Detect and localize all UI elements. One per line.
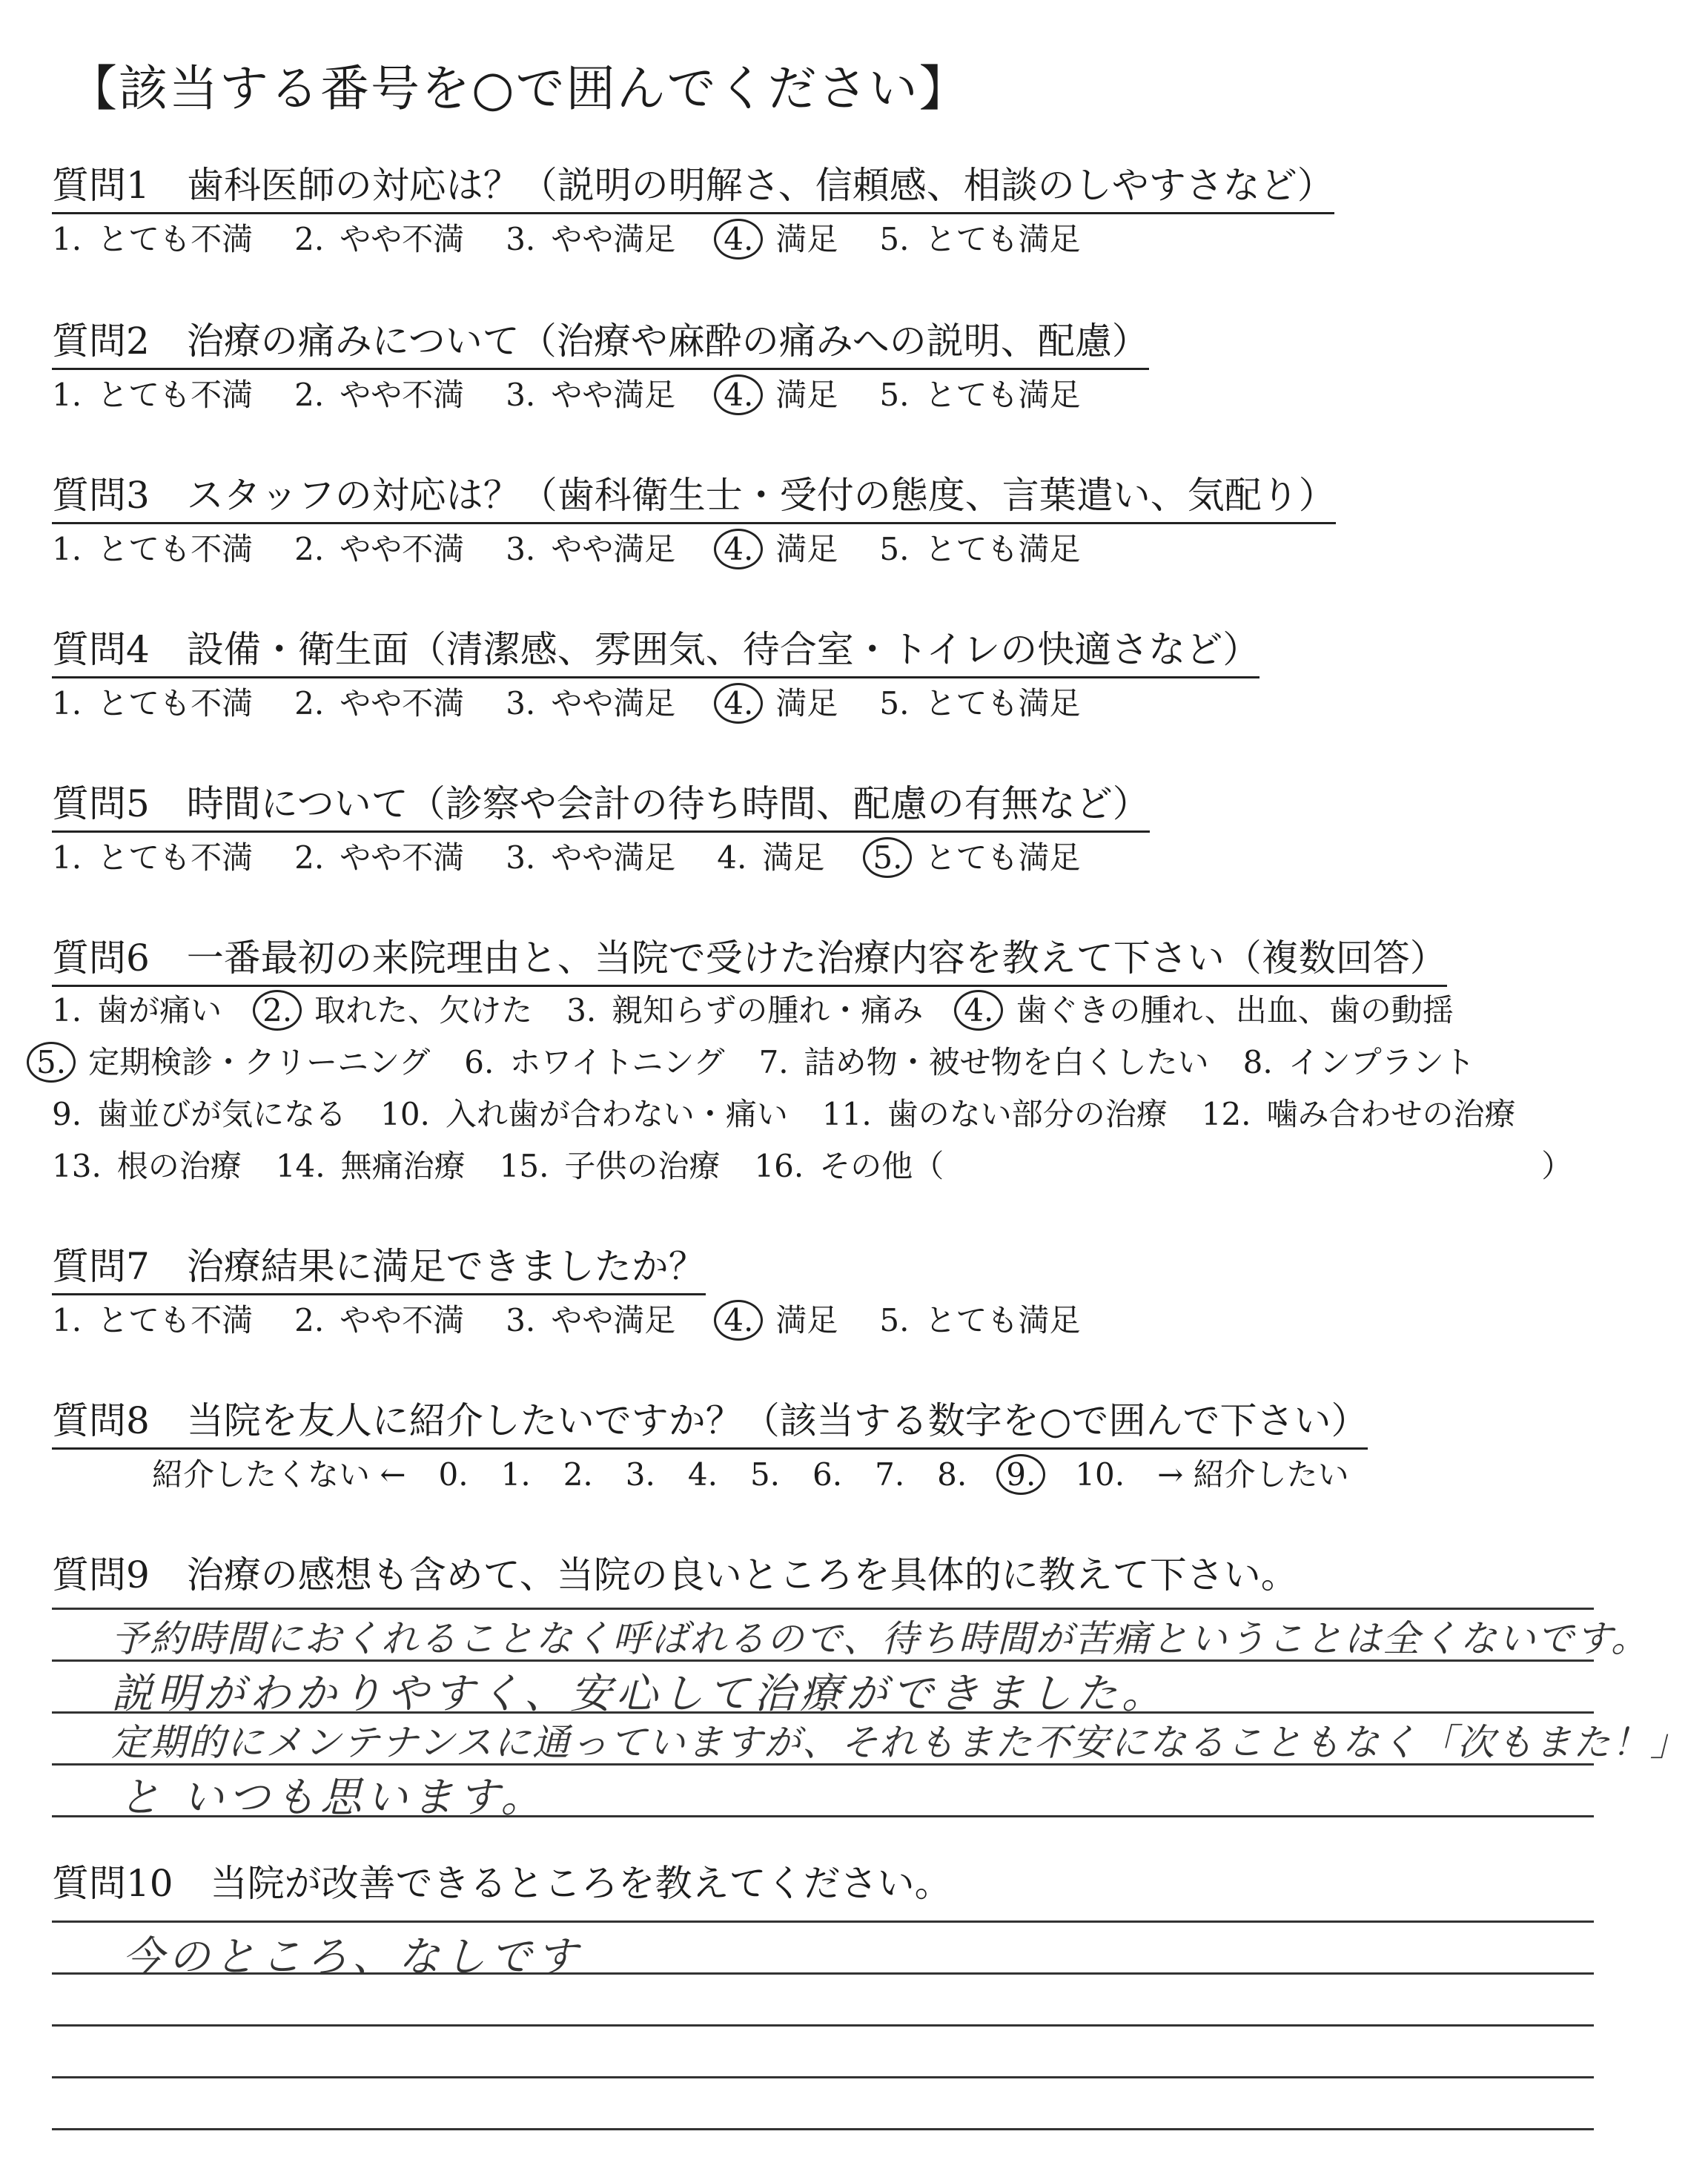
q2-options (52, 371, 1122, 415)
q6-row3-option-3-label: 歯のない部分の治療 (871, 1096, 1168, 1132)
q7-option-2-number: 2. (294, 1302, 325, 1338)
q6-row3-option-3-number: 11. (821, 1096, 872, 1132)
q8-number-0-text: 0. (438, 1456, 469, 1493)
q6-row4-option-4[interactable] (754, 1142, 944, 1186)
q8-number-10-text: 10. (1075, 1456, 1125, 1493)
q1-option-1-number: 1. (52, 221, 82, 257)
q10-answer-line-1: 今のところ、なしです (122, 1933, 582, 1981)
q1-option-3[interactable] (506, 215, 675, 260)
q6-row3-option-2[interactable] (380, 1090, 788, 1135)
q5-option-2[interactable] (294, 833, 464, 878)
q7-option-5-label: とても満足 (909, 1302, 1081, 1338)
q7-options (52, 1296, 1122, 1341)
q6-row1-option-2[interactable] (256, 986, 532, 1031)
q6-row1-option-1-number: 1. (52, 992, 82, 1028)
q2-title: 質問2 治療の痛みについて（治療や麻酔の痛みへの説明、配慮） (52, 311, 1149, 370)
q9-answer-line-3: 定期的にメンテナンスに通っていますが、それもまた不安になることもなく「次もまた！」 (111, 1721, 1689, 1764)
q7-option-3-label: やや満足 (535, 1302, 676, 1338)
q6-row4-option-1-label: 根の治療 (101, 1148, 242, 1184)
q4-option-5-label: とても満足 (909, 685, 1081, 721)
q8-number-0[interactable] (439, 1456, 469, 1493)
q6-row1-option-3-number: 3. (566, 992, 597, 1028)
q8-number-2-text: 2. (563, 1456, 593, 1493)
q1-option-2-number: 2. (294, 221, 325, 257)
q6-title: 質問6 一番最初の来院理由と、当院で受けた治療内容を教えて下さい（複数回答） (52, 928, 1447, 987)
q6-row1-option-1[interactable] (52, 986, 222, 1031)
q2-option-4[interactable] (717, 371, 838, 415)
q8-right-label: → 紹介したい (1157, 1456, 1349, 1493)
q4-option-4[interactable] (717, 679, 838, 724)
q8-number-6[interactable] (812, 1456, 842, 1493)
q6-row3-option-4-label: 噛み合わせの治療 (1251, 1096, 1516, 1132)
q8-number-9[interactable] (999, 1456, 1042, 1493)
q1-option-4-label: 満足 (760, 221, 838, 257)
q7-title: 質問7 治療結果に満足できましたか？ (52, 1237, 706, 1295)
q6-row2-option-1-number: 5. (27, 1042, 76, 1083)
q2-option-2-label: やや不満 (324, 377, 465, 413)
q8-number-10[interactable] (1075, 1456, 1125, 1493)
q3-title: 質問3 スタッフの対応は？（歯科衛生士・受付の態度、言葉遣い、気配り） (52, 466, 1336, 524)
q4-options (52, 679, 1122, 724)
q6-row3-option-1-label: 歯並びが気になる (82, 1096, 347, 1132)
q6-row4-option-3-number: 15. (499, 1148, 549, 1184)
q4-option-3[interactable] (506, 679, 675, 724)
q6-row2-option-4-label: インプラント (1272, 1044, 1475, 1080)
q6-options-row2 (30, 1038, 1509, 1083)
q1-option-5-label: とても満足 (909, 221, 1081, 257)
q1-title: 質問1 歯科医師の対応は？（説明の明解さ、信頼感、相談のしやすさなど） (52, 156, 1334, 214)
q4-option-5[interactable] (879, 679, 1080, 724)
q6-row1-option-2-number: 2. (253, 990, 302, 1031)
q6-row4-option-3[interactable] (500, 1142, 721, 1186)
q8-number-3-text: 3. (625, 1456, 655, 1493)
q5-option-3-number: 3. (506, 839, 536, 876)
q6-row3-option-4[interactable] (1202, 1090, 1516, 1135)
q5-option-5[interactable] (866, 833, 1080, 878)
q8-number-2[interactable] (563, 1456, 593, 1493)
q6-row4-items (52, 1148, 978, 1184)
q9-answer-line-4: と いつも思います。 (119, 1774, 547, 1822)
q4-title: 質問4 設備・衛生面（清潔感、雰囲気、待合室・トイレの快適さなど） (52, 620, 1260, 678)
q4-option-4-label: 満足 (760, 685, 838, 721)
q7-option-5-number: 5. (879, 1302, 910, 1338)
q2-option-2[interactable] (294, 371, 464, 415)
q6-row2-option-1[interactable] (30, 1038, 430, 1083)
q6-row4-option-2-number: 14. (275, 1148, 325, 1184)
q3-option-3[interactable] (506, 525, 675, 569)
q7-option-5[interactable] (879, 1296, 1080, 1341)
q3-option-5-number: 5. (879, 531, 910, 567)
q6-row2-option-4[interactable] (1243, 1038, 1475, 1083)
q4-option-2[interactable] (294, 679, 464, 724)
q9-title: 質問9 治療の感想も含めて、当院の良いところを具体的に教えて下さい。 (52, 1553, 1298, 1596)
q4-option-3-label: やや満足 (535, 685, 676, 721)
q6-row2-option-3-number: 7. (758, 1044, 789, 1080)
q7-option-4[interactable] (717, 1296, 838, 1341)
q3-option-3-number: 3. (506, 531, 536, 567)
q10-rule-1 (52, 1920, 1594, 1923)
q6-row1-option-4[interactable] (957, 986, 1454, 1031)
q6-row3-option-4-number: 12. (1201, 1096, 1251, 1132)
q7-option-1-label: とても不満 (82, 1302, 254, 1338)
q10-title: 質問10 当院が改善できるところを教えてください。 (52, 1862, 952, 1905)
q3-option-1-label: とても不満 (82, 531, 254, 567)
q6-row2-option-4-number: 8. (1242, 1044, 1273, 1080)
q8-title: 質問8 当院を友人に紹介したいですか？（該当する数字を○で囲んで下さい） (52, 1391, 1368, 1450)
q1-option-4[interactable] (717, 215, 838, 260)
q2-option-4-label: 満足 (760, 377, 838, 413)
q1-option-2-label: やや不満 (324, 221, 465, 257)
q6-options-row3 (52, 1090, 1550, 1135)
q8-number-8-text: 8. (937, 1456, 967, 1493)
q6-row3-option-1-number: 9. (52, 1096, 82, 1132)
q6-other-close: ） (1541, 1148, 1573, 1184)
q8-number-9-text: 9. (996, 1454, 1045, 1495)
q3-options (52, 525, 1122, 569)
q4-option-1-label: とても不満 (82, 685, 254, 721)
q6-row3-option-2-number: 10. (380, 1096, 430, 1132)
q8-left-label: 紹介したくない ← (152, 1456, 406, 1493)
q2-option-5-label: とても満足 (909, 377, 1081, 413)
q7-option-2[interactable] (294, 1296, 464, 1341)
q3-option-3-label: やや満足 (535, 531, 676, 567)
q7-option-3[interactable] (506, 1296, 675, 1341)
q6-row1-option-2-label: 取れた、欠けた (299, 992, 533, 1028)
q2-option-5[interactable] (879, 371, 1080, 415)
page-title: 【該当する番号を○で囲んでください】 (68, 60, 970, 117)
q2-option-4-number: 4. (714, 374, 763, 415)
q6-row3-option-3[interactable] (822, 1090, 1168, 1135)
q8-number-8[interactable] (937, 1456, 967, 1493)
q6-row2-option-2-number: 6. (464, 1044, 494, 1080)
q5-option-4[interactable] (717, 833, 824, 878)
q6-row1-option-3-label: 親知らずの腫れ・痛み (596, 992, 924, 1028)
q6-row4-option-1-number: 13. (52, 1148, 102, 1184)
q6-row1-option-4-label: 歯ぐきの腫れ、出血、歯の動揺 (1000, 992, 1454, 1028)
q1-option-3-number: 3. (506, 221, 536, 257)
q5-option-4-label: 満足 (747, 839, 825, 876)
q6-row2-option-3-label: 詰め物・被せ物を白くしたい (788, 1044, 1209, 1080)
q5-options (52, 833, 1122, 878)
q6-options-row4 (52, 1142, 1572, 1186)
q9-answer-line-1: 予約時間におくれることなく呼ばれるので、待ち時間が苦痛ということは全くないです。 (111, 1617, 1649, 1660)
q10-rule-3 (52, 2024, 1594, 2027)
q1-option-5-number: 5. (879, 221, 910, 257)
q3-option-4-number: 4. (714, 529, 763, 569)
q3-option-5-label: とても満足 (909, 531, 1081, 567)
q2-option-3[interactable] (506, 371, 675, 415)
q6-row4-option-4-label: その他（ (804, 1148, 944, 1184)
q4-option-5-number: 5. (879, 685, 910, 721)
q8-number-3[interactable] (626, 1456, 655, 1493)
q7-option-1[interactable] (52, 1296, 253, 1341)
q2-option-5-number: 5. (879, 377, 910, 413)
q5-option-5-label: とても満足 (909, 839, 1081, 876)
q4-option-2-label: やや不満 (324, 685, 465, 721)
q8-number-5[interactable] (750, 1456, 780, 1493)
q7-option-2-label: やや不満 (324, 1302, 465, 1338)
q4-option-1[interactable] (52, 679, 253, 724)
q3-option-1[interactable] (52, 525, 253, 569)
q5-title: 質問5 時間について（診察や会計の待ち時間、配慮の有無など） (52, 774, 1150, 833)
q2-option-1-number: 1. (52, 377, 82, 413)
q1-option-4-number: 4. (714, 219, 763, 260)
q8-number-6-text: 6. (812, 1456, 843, 1493)
q6-row4-option-4-number: 16. (754, 1148, 804, 1184)
q8-number-4-text: 4. (687, 1456, 718, 1493)
q8-number-4[interactable] (688, 1456, 718, 1493)
q7-option-4-number: 4. (714, 1300, 763, 1341)
q6-row4-option-1[interactable] (52, 1142, 242, 1186)
q8-scale (152, 1450, 1349, 1495)
q6-row4-option-2-label: 無痛治療 (325, 1148, 466, 1184)
q6-row2-option-1-label: 定期検診・クリーニング (73, 1044, 431, 1080)
q2-option-2-number: 2. (294, 377, 325, 413)
q5-option-3-label: やや満足 (535, 839, 676, 876)
q6-row1-option-4-number: 4. (954, 990, 1003, 1031)
q5-option-3[interactable] (506, 833, 675, 878)
q8-number-7[interactable] (875, 1456, 904, 1493)
q9-answer-line-2: 説明がわかりやすく、安心して治療ができました。 (111, 1670, 1168, 1718)
q5-option-5-number: 5. (863, 837, 912, 878)
q7-option-1-number: 1. (52, 1302, 82, 1338)
q3-option-4[interactable] (717, 525, 838, 569)
q6-row3-option-2-label: 入れ歯が合わない・痛い (429, 1096, 788, 1132)
q3-option-1-number: 1. (52, 531, 82, 567)
q3-option-2[interactable] (294, 525, 464, 569)
q4-option-4-number: 4. (714, 683, 763, 724)
q10-rule-5 (52, 2128, 1594, 2130)
q2-option-1[interactable] (52, 371, 253, 415)
q6-row2-option-2-label: ホワイトニング (494, 1044, 725, 1080)
q6-row1-option-1-label: 歯が痛い (82, 992, 222, 1028)
q4-option-3-number: 3. (506, 685, 536, 721)
q1-option-1-label: とても不満 (82, 221, 254, 257)
q5-option-4-number: 4. (717, 839, 747, 876)
q8-number-1[interactable] (501, 1456, 531, 1493)
q1-option-2[interactable] (294, 215, 464, 260)
q1-options (52, 215, 1122, 260)
q8-numbers (439, 1456, 1158, 1493)
q1-option-5[interactable] (879, 215, 1080, 260)
q4-option-1-number: 1. (52, 685, 82, 721)
q1-option-1[interactable] (52, 215, 253, 260)
q1-option-3-label: やや満足 (535, 221, 676, 257)
q6-row4-option-2[interactable] (276, 1142, 466, 1186)
q2-option-3-label: やや満足 (535, 377, 676, 413)
q6-row2-option-2[interactable] (464, 1038, 724, 1083)
q5-option-1-label: とても不満 (82, 839, 254, 876)
q8-number-5-text: 5. (749, 1456, 781, 1493)
q4-option-2-number: 2. (294, 685, 325, 721)
q5-option-2-number: 2. (294, 839, 325, 876)
q3-option-2-number: 2. (294, 531, 325, 567)
q8-number-7-text: 7. (875, 1456, 905, 1493)
q2-option-3-number: 3. (506, 377, 536, 413)
q3-option-2-label: やや不満 (324, 531, 465, 567)
q6-row1-option-3[interactable] (566, 986, 923, 1031)
q8-number-1-text: 1. (500, 1456, 531, 1493)
q7-option-3-number: 3. (506, 1302, 536, 1338)
q5-option-2-label: やや不満 (324, 839, 465, 876)
q6-row3-option-1[interactable] (52, 1090, 346, 1135)
q5-option-1-number: 1. (52, 839, 82, 876)
q5-option-1[interactable] (52, 833, 253, 878)
q6-row2-option-3[interactable] (759, 1038, 1209, 1083)
q6-row4-option-3-label: 子供の治療 (549, 1148, 721, 1184)
q2-option-1-label: とても不満 (82, 377, 254, 413)
q3-option-4-label: 満足 (760, 531, 838, 567)
q6-options-row1 (52, 986, 1488, 1031)
q3-option-5[interactable] (879, 525, 1080, 569)
q7-option-4-label: 満足 (760, 1302, 838, 1338)
q10-rule-4 (52, 2076, 1594, 2078)
